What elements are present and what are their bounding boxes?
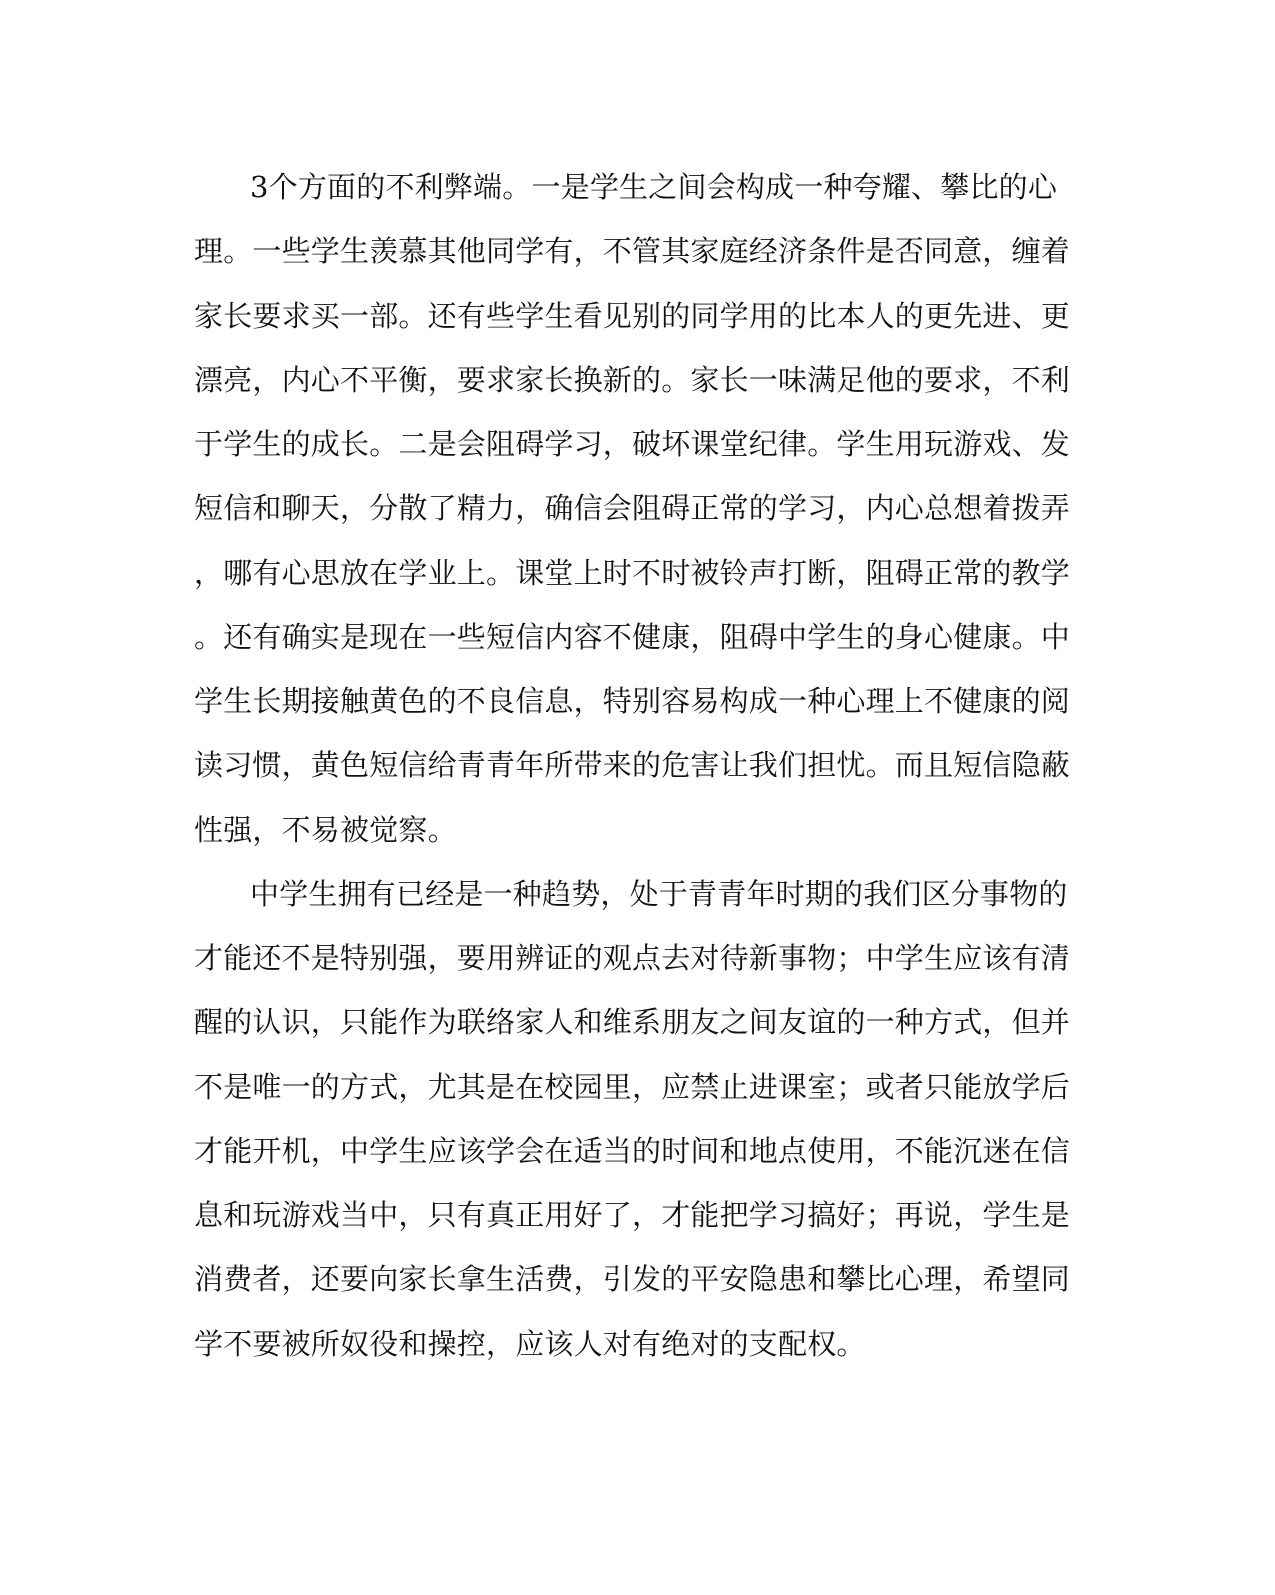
text-line: 家长要求买一部。还有些学生看见别的同学用的比本人的更先进、更: [194, 299, 1071, 333]
text-line: 醒的认识，只能作为联络家人和维系朋友之间友谊的一种方式，但并: [194, 1005, 1071, 1039]
text-line: 中学生拥有已经是一种趋势，处于青青年时期的我们区分事物的: [250, 877, 1068, 911]
text-line: 理。一些学生羡慕其他同学有，不管其家庭经济条件是否同意，缠着: [194, 234, 1071, 268]
text-line: 漂亮，内心不平衡，要求家长换新的。家长一味满足他的要求，不利: [194, 363, 1071, 397]
text-line: 3个方面的不利弊端。一是学生之间会构成一种夸耀、攀比的心: [250, 170, 1058, 204]
text-line: 消费者，还要向家长拿生活费，引发的平安隐患和攀比心理，希望同: [194, 1262, 1071, 1296]
text-line: 才能还不是特别强，要用辨证的观点去对待新事物；中学生应该有清: [194, 941, 1071, 975]
text-line: 。还有确实是现在一些短信内容不健康，阻碍中学生的身心健康。中: [194, 620, 1071, 654]
text-line: ，哪有心思放在学业上。课堂上时不时被铃声打断，阻碍正常的教学: [194, 556, 1071, 590]
text-line: 息和玩游戏当中，只有真正用好了，才能把学习搞好；再说，学生是: [194, 1198, 1071, 1232]
text-line: 于学生的成长。二是会阻碍学习，破坏课堂纪律。学生用玩游戏、发: [194, 427, 1071, 461]
text-line: 短信和聊天，分散了精力，确信会阻碍正常的学习，内心总想着拨弄: [194, 491, 1071, 525]
text-line: 学生长期接触黄色的不良信息，特别容易构成一种心理上不健康的阅: [194, 684, 1071, 718]
text-line: 读习惯，黄色短信给青青年所带来的危害让我们担忧。而且短信隐蔽: [194, 748, 1071, 782]
text-line: 不是唯一的方式，尤其是在校园里，应禁止进课室；或者只能放学后: [194, 1070, 1071, 1104]
text-line: 才能开机，中学生应该学会在适当的时间和地点使用，不能沉迷在信: [194, 1134, 1071, 1168]
text-line: 学不要被所奴役和操控，应该人对有绝对的支配权。: [194, 1327, 866, 1361]
text-line: 性强，不易被觉察。: [194, 813, 457, 847]
